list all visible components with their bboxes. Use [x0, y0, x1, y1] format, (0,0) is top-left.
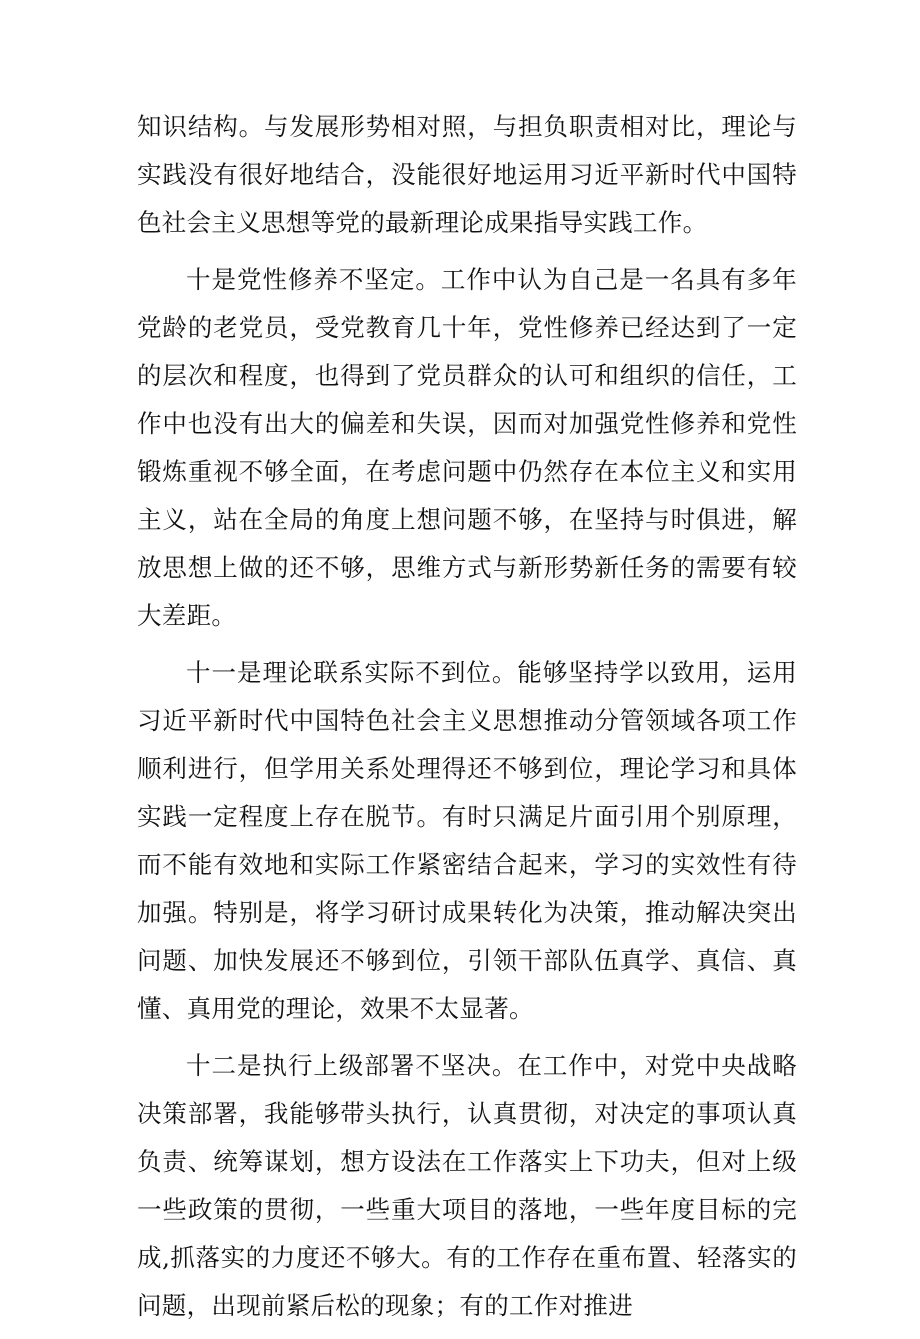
paragraph-party-spirit: 十是党性修养不坚定。工作中认为自己是一名具有多年党龄的老党员，受党教育几十年，党性修养已经达到了一定的层次和程度，也得到了党员群众的认可和组织的信任，工作中也没有出大的偏差和失误，因而对加强党性修养和党性锻炼重视不够全面，在考虑问题中仍然存在本位主义和实用主义，站在全局的角度上想问题不够，在坚持与时俱进，解放思想上做的还不够，思维方式与新形势新任务的需要有较大差距。: [137, 265, 797, 630]
paragraph-continuation: 知识结构。与发展形势相对照，与担负职责相对比，理论与实践没有很好地结合，没能很好地运用习近平新时代中国特色社会主义思想等党的最新理论成果指导实践工作。: [137, 112, 797, 237]
document-body: [137, 103, 797, 1339]
paragraph-execution: 十二是执行上级部署不坚决。在工作中，对党中央战略决策部署，我能够带头执行，认真贯彻，对决定的事项认真负责、统筹谋划，想方设法在工作落实上下功夫，但对上级一些政策的贯彻，一些重大项目的落地，一些年度目标的完成,抓落实的力度还不够大。有的工作存在重布置、轻落实的问题，出现前紧后松的现象；有的工作对推进: [137, 1051, 797, 1320]
paragraph-theory-practice: 十一是理论联系实际不到位。能够坚持学以致用，运用习近平新时代中国特色社会主义思想推动分管领域各项工作顺利进行，但学用关系处理得还不够到位，理论学习和具体实践一定程度上存在脱节。有时只满足片面引用个别原理，而不能有效地和实际工作紧密结合起来，学习的实效性有待加强。特别是，将学习研讨成果转化为决策，推动解决突出问题、加快发展还不够到位，引领干部队伍真学、真信、真懂、真用党的理论，效果不太显著。: [137, 658, 797, 1023]
